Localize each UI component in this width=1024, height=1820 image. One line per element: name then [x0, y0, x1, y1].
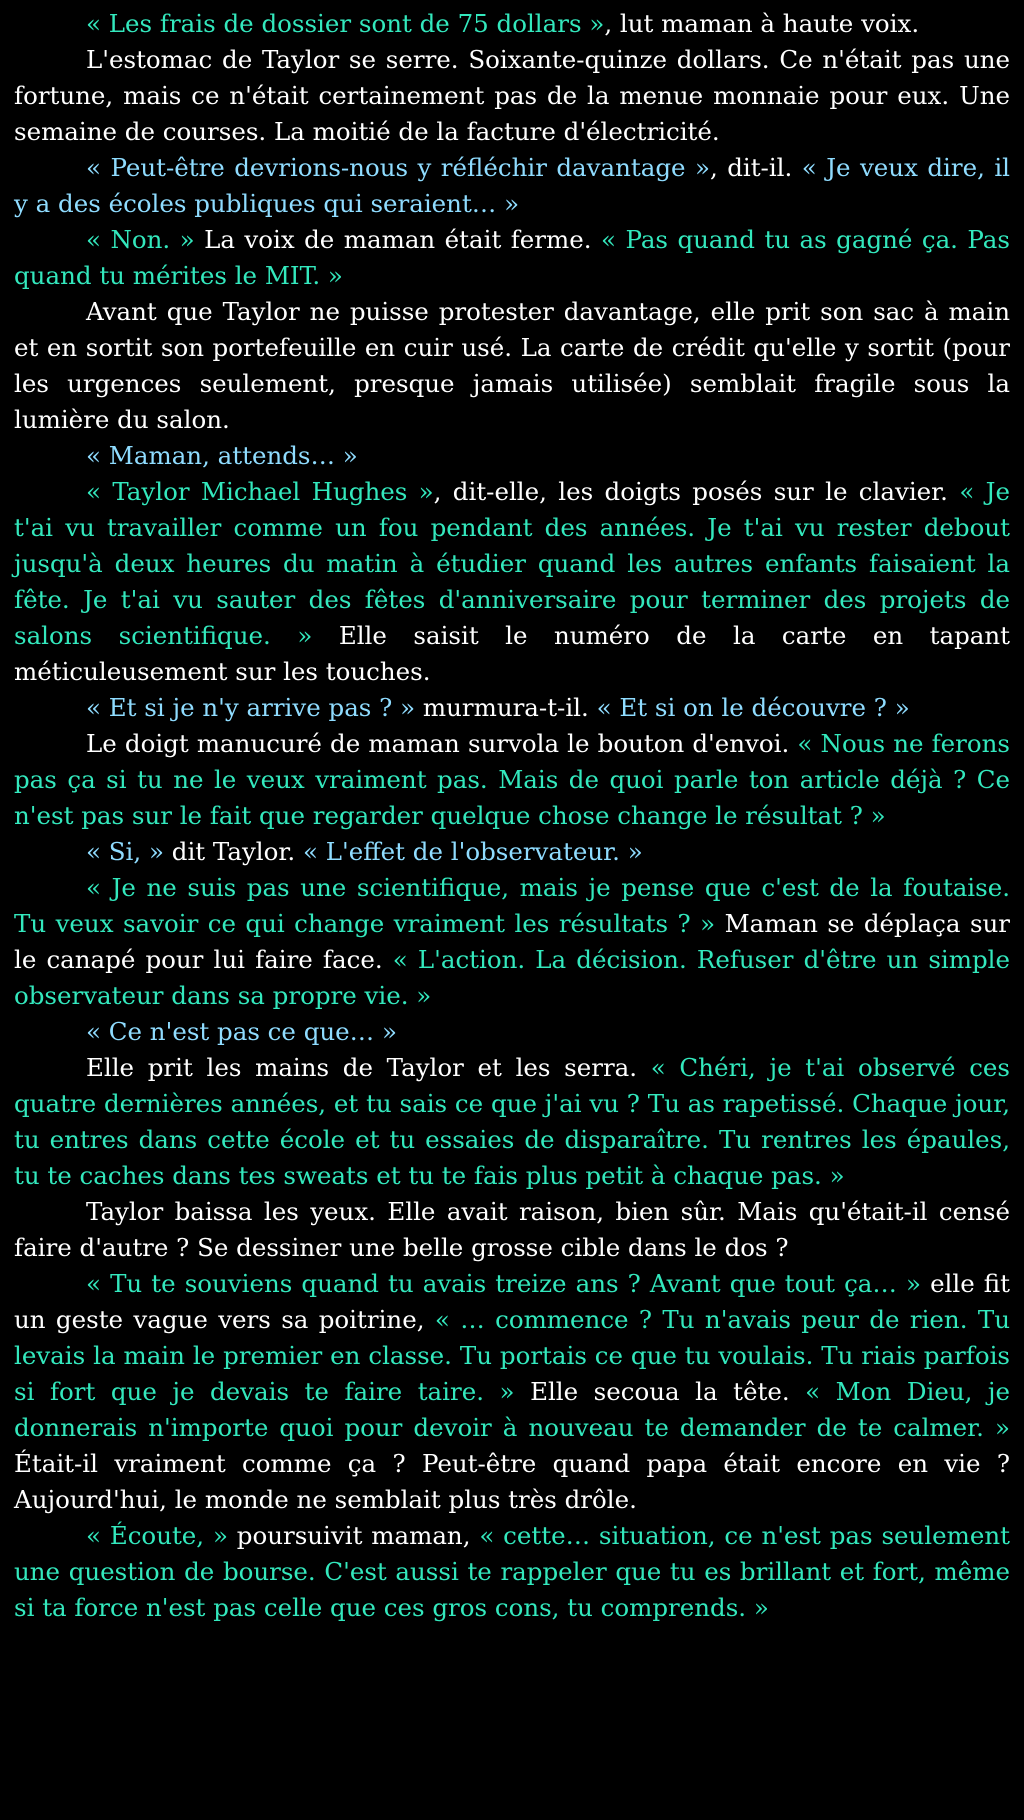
- taylor-dialogue: « Maman, attends… »: [86, 441, 358, 470]
- narration-text: Taylor baissa les yeux. Elle avait raison, bien sûr. Mais qu'était-il censé faire d'autre ? Se dessiner une belle grosse cible dans le dos ?: [14, 1197, 1010, 1262]
- story-paragraph: [14, 1266, 1010, 1518]
- mother-dialogue: « Tu te souviens quand tu avais treize ans ? Avant que tout ça… »: [86, 1269, 921, 1298]
- story-paragraph: [14, 42, 1010, 150]
- story-paragraph: [14, 690, 1010, 726]
- mother-dialogue: « Mon Dieu, je donnerais n'importe quoi pour devoir à nouveau te demander de te calmer. »: [14, 1377, 1011, 1442]
- mother-dialogue: « Pas quand tu as gagné ça. Pas quand tu mérites le MIT. »: [14, 225, 1010, 290]
- story-paragraph: [14, 6, 1010, 42]
- story-paragraph: [14, 1014, 1010, 1050]
- narration-text: La voix de maman était ferme.: [194, 225, 601, 254]
- story-paragraph: [14, 222, 1010, 294]
- story-paragraph: [14, 1050, 1010, 1194]
- narration-text: murmura-t-il.: [415, 693, 597, 722]
- narration-text: dit Taylor.: [163, 837, 303, 866]
- narration-text: L'estomac de Taylor se serre. Soixante-quinze dollars. Ce n'était pas une fortune, mais ce n'était certainement pas de la menue monnaie pour eux. Une semaine de courses. La moitié de la facture d'électricité.: [14, 45, 1010, 146]
- mother-dialogue: « Je t'ai vu travailler comme un fou pendant des années. Je t'ai vu rester debout jusqu'à deux heures du matin à étudier quand les autres enfants faisaient la fête. Je t'ai vu sauter des fêtes d'anniversaire pour terminer des projets de salons scientifique. »: [14, 477, 1010, 650]
- taylor-dialogue: « Ce n'est pas ce que… »: [86, 1017, 397, 1046]
- mother-dialogue: « Nous ne ferons pas ça si tu ne le veux vraiment pas. Mais de quoi parle ton article déjà ? Ce n'est pas sur le fait que regarder quelque chose change le résultat ? »: [14, 729, 1010, 830]
- narration-text: , dit-il.: [709, 153, 802, 182]
- taylor-dialogue: « L'effet de l'observateur. »: [302, 837, 643, 866]
- story-paragraph: [14, 726, 1010, 834]
- narration-text: poursuivit maman,: [227, 1521, 480, 1550]
- mother-dialogue: « cette… situation, ce n'est pas seulement une question de bourse. C'est aussi te rappeler que tu es brillant et fort, même si ta force n'est pas celle que ces gros cons, tu comprends. »: [14, 1521, 1010, 1622]
- narration-text: Était-il vraiment comme ça ? Peut-être quand papa était encore en vie ? Aujourd'hui, le monde ne semblait plus très drôle.: [14, 1449, 1010, 1514]
- mother-dialogue: « Les frais de dossier sont de 75 dollars »: [86, 9, 605, 38]
- taylor-dialogue: « Et si je n'y arrive pas ? »: [86, 693, 416, 722]
- story-paragraph: [14, 870, 1010, 1014]
- mother-dialogue: « … commence ? Tu n'avais peur de rien. Tu levais la main le premier en classe. Tu portais ce que tu voulais. Tu riais parfois si fort que je devais te faire taire. »: [14, 1305, 1010, 1406]
- taylor-dialogue: « Je veux dire, il y a des écoles publiques qui seraient… »: [14, 153, 1010, 218]
- narration-text: Maman se déplaça sur le canapé pour lui faire face.: [14, 909, 1011, 974]
- taylor-dialogue: « Et si on le découvre ? »: [596, 693, 910, 722]
- narration-text: Le doigt manucuré de maman survola le bouton d'envoi.: [86, 729, 798, 758]
- taylor-dialogue: « Si, »: [86, 837, 164, 866]
- taylor-dialogue: « Peut-être devrions-nous y réfléchir davantage »: [86, 153, 710, 182]
- narration-text: , dit-elle, les doigts posés sur le clavier.: [433, 477, 960, 506]
- narration-text: Avant que Taylor ne puisse protester davantage, elle prit son sac à main et en sortit son portefeuille en cuir usé. La carte de crédit qu'elle y sortit (pour les urgences seulement, presque jamais utilisée) semblait fragile sous la lumière du salon.: [14, 297, 1010, 434]
- narration-text: Elle prit les mains de Taylor et les serra.: [86, 1053, 651, 1082]
- mother-dialogue: « Chéri, je t'ai observé ces quatre dernières années, et tu sais ce que j'ai vu ? Tu as rapetissé. Chaque jour, tu entres dans cette école et tu essaies de disparaître. Tu rentres les épaules, tu te caches dans tes sweats et tu te fais plus petit à chaque pas. »: [14, 1053, 1010, 1190]
- mother-dialogue: « Taylor Michael Hughes »: [86, 477, 434, 506]
- mother-dialogue: « Non. »: [86, 225, 195, 254]
- narration-text: Elle saisit le numéro de la carte en tapant méticuleusement sur les touches.: [14, 621, 1010, 686]
- story-paragraph: [14, 1194, 1010, 1266]
- mother-dialogue: « Écoute, »: [86, 1521, 228, 1550]
- story-paragraph: [14, 294, 1010, 438]
- story-paragraph: [14, 438, 1010, 474]
- story-paragraph: [14, 1518, 1010, 1626]
- story-paragraph: [14, 474, 1010, 690]
- story-paragraph: [14, 150, 1010, 222]
- story-paragraph: [14, 834, 1010, 870]
- narration-text: elle fit un geste vague vers sa poitrine,: [14, 1269, 1010, 1334]
- narration-text: , lut maman à haute voix.: [604, 9, 920, 38]
- mother-dialogue: « Je ne suis pas une scientifique, mais je pense que c'est de la foutaise. Tu veux savoir ce qui change vraiment les résultats ? »: [14, 873, 1010, 938]
- narration-text: Elle secoua la tête.: [514, 1377, 806, 1406]
- mother-dialogue: « L'action. La décision. Refuser d'être un simple observateur dans sa propre vie. »: [14, 945, 1010, 1010]
